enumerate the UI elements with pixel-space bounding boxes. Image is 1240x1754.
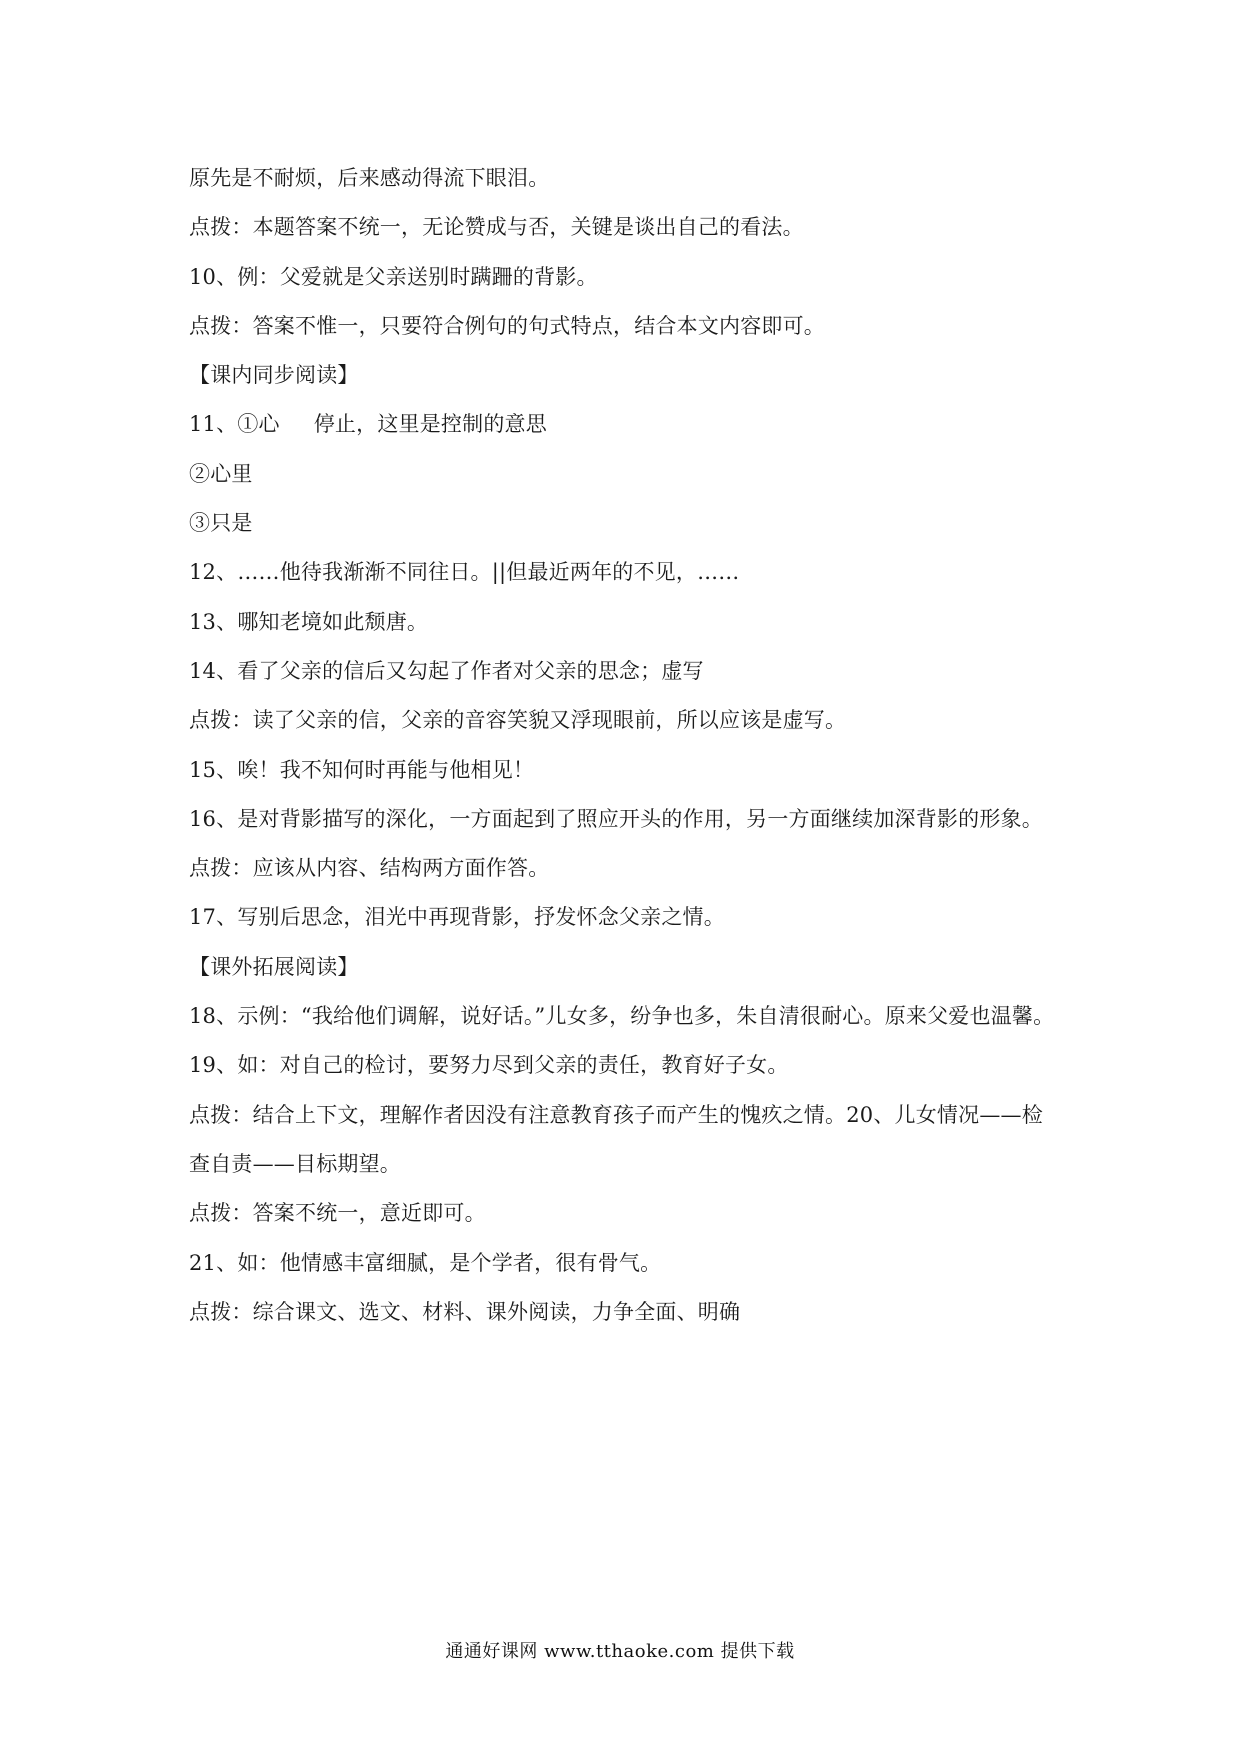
text-line: 16、是对背影描写的深化，一方面起到了照应开头的作用，另一方面继续加深背影的形象。: [189, 806, 1043, 831]
text-line: 14、看了父亲的信后又勾起了作者对父亲的思念；虚写: [189, 658, 704, 683]
text-line: 点拨：结合上下文，理解作者因没有注意教育孩子而产生的愧疚之情。20、儿女情况——检: [189, 1102, 1043, 1127]
answer-11-line: [189, 400, 1079, 449]
text-line: 19、如：对自己的检讨，要努力尽到父亲的责任，教育好子女。: [189, 1053, 789, 1078]
answer-text-body: [189, 154, 1079, 1337]
text-line: 点拨：读了父亲的信，父亲的音容笑貌又浮现眼前，所以应该是虚写。: [189, 708, 847, 733]
text-line: 点拨：应该从内容、结构两方面作答。: [189, 856, 550, 881]
text-line: 点拨：综合课文、选文、材料、课外阅读，力争全面、明确: [189, 1299, 741, 1324]
text-line: 点拨：本题答案不统一，无论赞成与否，关键是谈出自己的看法。: [189, 215, 804, 240]
page-footer: 通通好课网 www.tthaoke.com 提供下载: [445, 1641, 795, 1662]
answer-11-explanation: 停止，这里是控制的意思: [313, 412, 547, 437]
text-line: 查自责——目标期望。: [189, 1151, 401, 1176]
text-line: 17、写别后思念，泪光中再现背影，抒发怀念父亲之情。: [189, 905, 725, 930]
text-line: 15、唉！我不知何时再能与他相见！: [189, 757, 535, 782]
section-heading-in-class: 【课内同步阅读】: [189, 363, 359, 388]
text-line: 10、例：父爱就是父亲送别时蹒跚的背影。: [189, 264, 598, 289]
text-line: ②心里: [189, 461, 253, 486]
text-line: 21、如：他情感丰富细腻，是个学者，很有骨气。: [189, 1250, 662, 1275]
text-line: 点拨：答案不惟一，只要符合例句的句式特点，结合本文内容即可。: [189, 313, 825, 338]
text-line: 12、……他待我渐渐不同往日。||但最近两年的不见，……: [189, 560, 740, 585]
answer-11-label: 11、①心: [189, 412, 280, 437]
text-line: 点拨：答案不统一，意近即可。: [189, 1201, 486, 1226]
text-line: 原先是不耐烦，后来感动得流下眼泪。: [189, 166, 550, 190]
text-line: 13、哪知老境如此颓唐。: [189, 609, 429, 634]
text-line: 18、示例：“我给他们调解，说好话。”儿女多，纷争也多，朱自清很耐心。原来父爱也温馨。: [189, 1004, 1055, 1029]
text-line: ③只是: [189, 511, 253, 536]
section-heading-extracurricular: 【课外拓展阅读】: [189, 954, 359, 979]
